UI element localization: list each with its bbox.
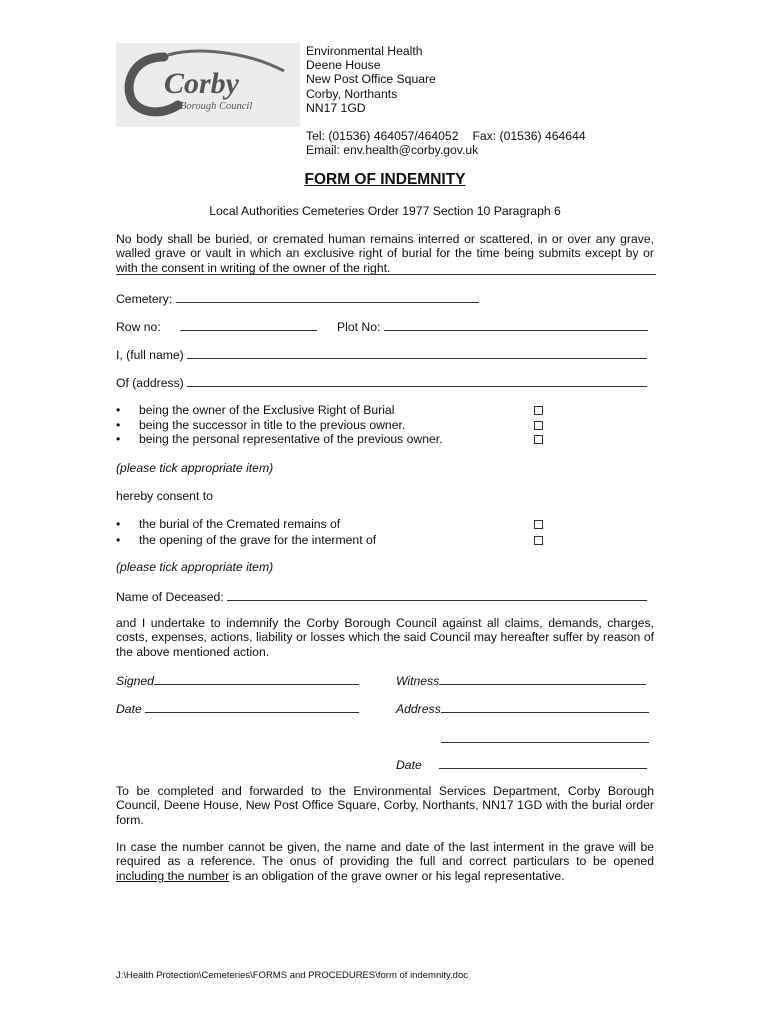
signed-row (116, 672, 359, 688)
tick-note-2: (please tick appropriate item) (116, 560, 274, 574)
instructions-paragraph: To be completed and forwarded to the Environmental Services Department, Corby Borough Council, Deene House, New Post Office Square, Corby, Northants, NN17 1GD with the burial order form. (116, 784, 654, 827)
address-row (116, 374, 647, 390)
note-paragraph: In case the number cannot be given, the name and date of the last interment in the grave will be required as a reference. The onus of providing the full and correct particulars to be opened including the number is an obligation of the grave owner or his legal representative. (116, 840, 654, 883)
checkbox[interactable] (534, 421, 543, 430)
list-item: • being the personal representative of the previous owner. (116, 432, 556, 447)
witness-label: Witness (396, 674, 440, 688)
row-no-label: Row no: (116, 320, 161, 334)
bullet-icon: • (116, 517, 121, 531)
deceased-field[interactable] (227, 588, 647, 601)
checkbox[interactable] (534, 520, 543, 529)
fax: Fax: (01536) 464644 (472, 129, 586, 143)
consent-options (116, 517, 556, 549)
intro-paragraph: No body shall be buried, or cremated human remains interred or scattered, in or over any grave, walled grave or vault in which an exclusive right of burial for the time being submits except by or with the consent in writing of the owner of the right. (116, 232, 654, 275)
witness-date-label: Date (396, 758, 422, 772)
contact-info (306, 129, 586, 157)
full-name-row (116, 346, 647, 362)
email: Email: env.health@corby.gov.uk (306, 143, 479, 158)
address-line: Corby, Northants (306, 86, 398, 101)
list-item: • the burial of the Cremated remains of (116, 517, 556, 533)
checkbox[interactable] (534, 536, 543, 545)
date-field[interactable] (145, 700, 359, 713)
undertaking-paragraph: and I undertake to indemnify the Corby Borough Council against all claims, demands, charges, costs, expenses, actions, liability or losses which the said Council may hereafter suffer by reason of the above mentioned action. (116, 616, 654, 659)
checkbox[interactable] (534, 406, 543, 415)
signatory-address-row (396, 700, 649, 716)
address-field[interactable] (187, 374, 647, 387)
checkbox[interactable] (534, 435, 543, 444)
address-line: NN17 1GD (306, 100, 366, 115)
bullet-icon: • (116, 403, 121, 417)
cemetery-label: Cemetery: (116, 292, 173, 306)
cemetery-row (116, 290, 479, 306)
witness-row (396, 672, 646, 688)
list-item: • being the successor in title to the previous owner. (116, 418, 556, 433)
legal-reference: Local Authorities Cemeteries Order 1977 Section 10 Paragraph 6 (209, 204, 561, 218)
witness-date-field[interactable] (439, 756, 647, 769)
signatory-address-line-2 (441, 730, 649, 746)
signatory-address-field-2[interactable] (441, 730, 649, 743)
address-label: Of (address) (116, 376, 184, 390)
council-logo (116, 43, 300, 127)
signatory-address-label: Address (396, 702, 441, 716)
bullet-icon: • (116, 432, 121, 447)
full-name-field[interactable] (187, 346, 647, 359)
deceased-row (116, 588, 647, 604)
bullet-icon: • (116, 417, 121, 432)
plot-no-field[interactable] (384, 318, 648, 331)
page-title: FORM OF INDEMNITY (304, 171, 466, 188)
row-no-field[interactable] (180, 318, 317, 331)
witness-date-row (396, 756, 647, 772)
plot-no-label: Plot No: (337, 320, 381, 334)
tick-note: (please tick appropriate item) (116, 461, 274, 475)
address-line: Environmental Health (306, 44, 423, 58)
list-item: • being the owner of the Exclusive Right of Burial (116, 403, 556, 418)
address-line: New Post Office Square (306, 72, 436, 87)
consent-label: hereby consent to (116, 489, 213, 503)
council-address (306, 44, 436, 115)
telephone: Tel: (01536) 464057/464052 (306, 129, 459, 143)
witness-field[interactable] (439, 672, 646, 685)
cemetery-field[interactable] (176, 290, 479, 303)
signatory-address-field[interactable] (441, 700, 649, 713)
ownership-options (116, 403, 556, 447)
bullet-icon: • (116, 533, 121, 547)
plot-no-row (337, 318, 648, 334)
deceased-label: Name of Deceased: (116, 590, 224, 604)
logo-tagline: Borough Council (180, 101, 253, 112)
address-line: Deene House (306, 58, 381, 73)
full-name-label: I, (full name) (116, 348, 184, 362)
signed-field[interactable] (154, 672, 359, 685)
signed-label: Signed (116, 674, 154, 688)
date-row (116, 700, 359, 716)
list-item: • the opening of the grave for the interment of (116, 533, 556, 549)
date-label: Date (116, 702, 142, 716)
row-plot-row (116, 318, 317, 334)
divider (116, 274, 656, 275)
logo-wordmark: Corby (164, 67, 239, 100)
file-path-footer: J:\Health Protection\Cemeteries\FORMS and PROCEDURES\form of indemnity.doc (116, 970, 468, 981)
